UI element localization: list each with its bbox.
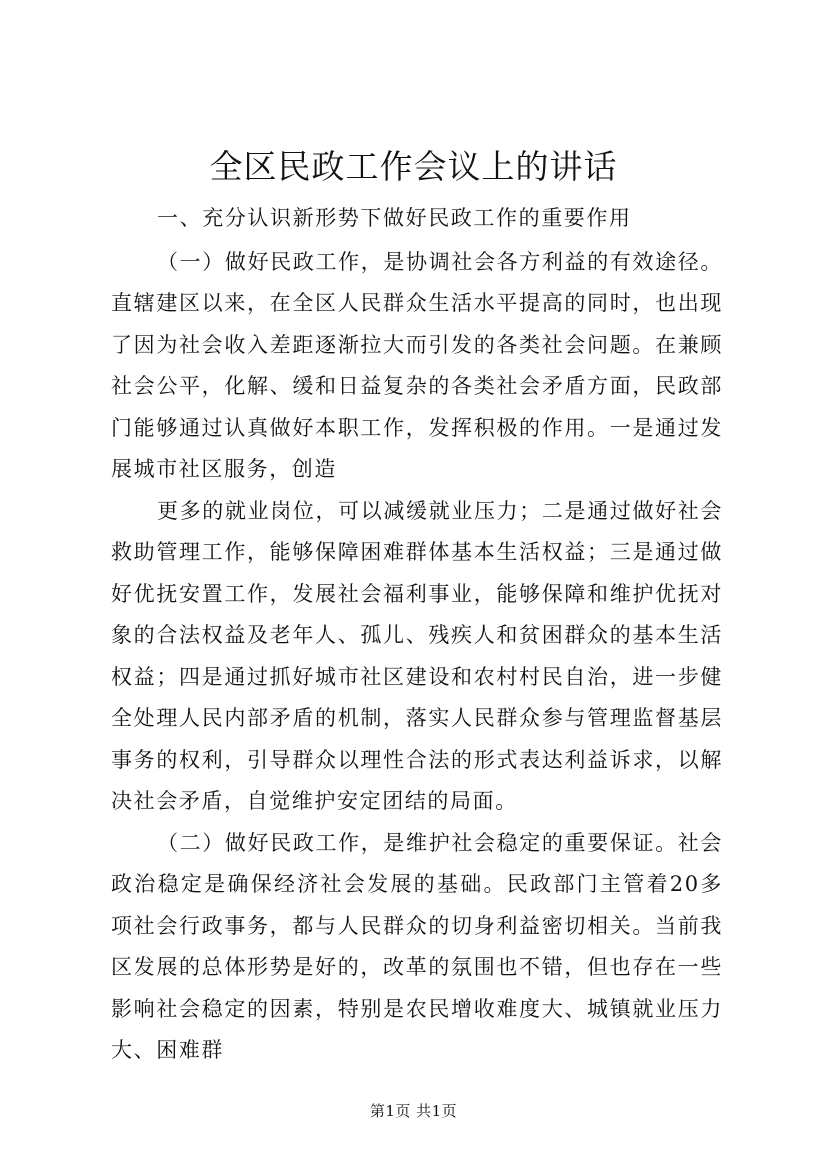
body-paragraph-1: （一）做好民政工作，是协调社会各方利益的有效途径。直辖建区以来，在全区人民群众生活水平提高的同时，也出现了因为社会收入差距逐渐拉大而引发的各类社会问题。在兼顾社会公平，化解、缓和日益复杂的各类社会矛盾方面，民政部门能够通过认真做好本职工作，发挥积极的作用。一是通过发展城市社区服务，创造 xyxy=(111,249,723,481)
document-title: 全区民政工作会议上的讲话 xyxy=(209,147,618,186)
body-paragraph-2: 更多的就业岗位，可以减缓就业压力；二是通过做好社会救助管理工作，能够保障困难群体基本生活权益；三是通过做好优抚安置工作，发展社会福利事业，能够保障和维护优抚对象的合法权益及老年人、孤儿、残疾人和贫困群众的基本生活权益；四是通过抓好城市社区建设和农村村民自治，进一步健全处理人民内部矛盾的机制，落实人民群众参与管理监督基层事务的权利，引导群众以理性合法的形式表达利益诉求，以解决社会矛盾，自觉维护安定团结的局面。 xyxy=(111,498,723,813)
document-body xyxy=(111,198,723,1072)
section-heading: 一、充分认识新形势下做好民政工作的重要作用 xyxy=(157,206,632,230)
body-paragraph-3: （二）做好民政工作，是维护社会稳定的重要保证。社会政治稳定是确保经济社会发展的基础。民政部门主管着20多项社会行政事务，都与人民群众的切身利益密切相关。当前我区发展的总体形势是好的，改革的氛围也不错，但也存在一些影响社会稳定的因素，特别是农民增收难度大、城镇就业压力大、困难群 xyxy=(111,830,723,1062)
page-footer: 第1页 共1页 xyxy=(369,1102,458,1120)
